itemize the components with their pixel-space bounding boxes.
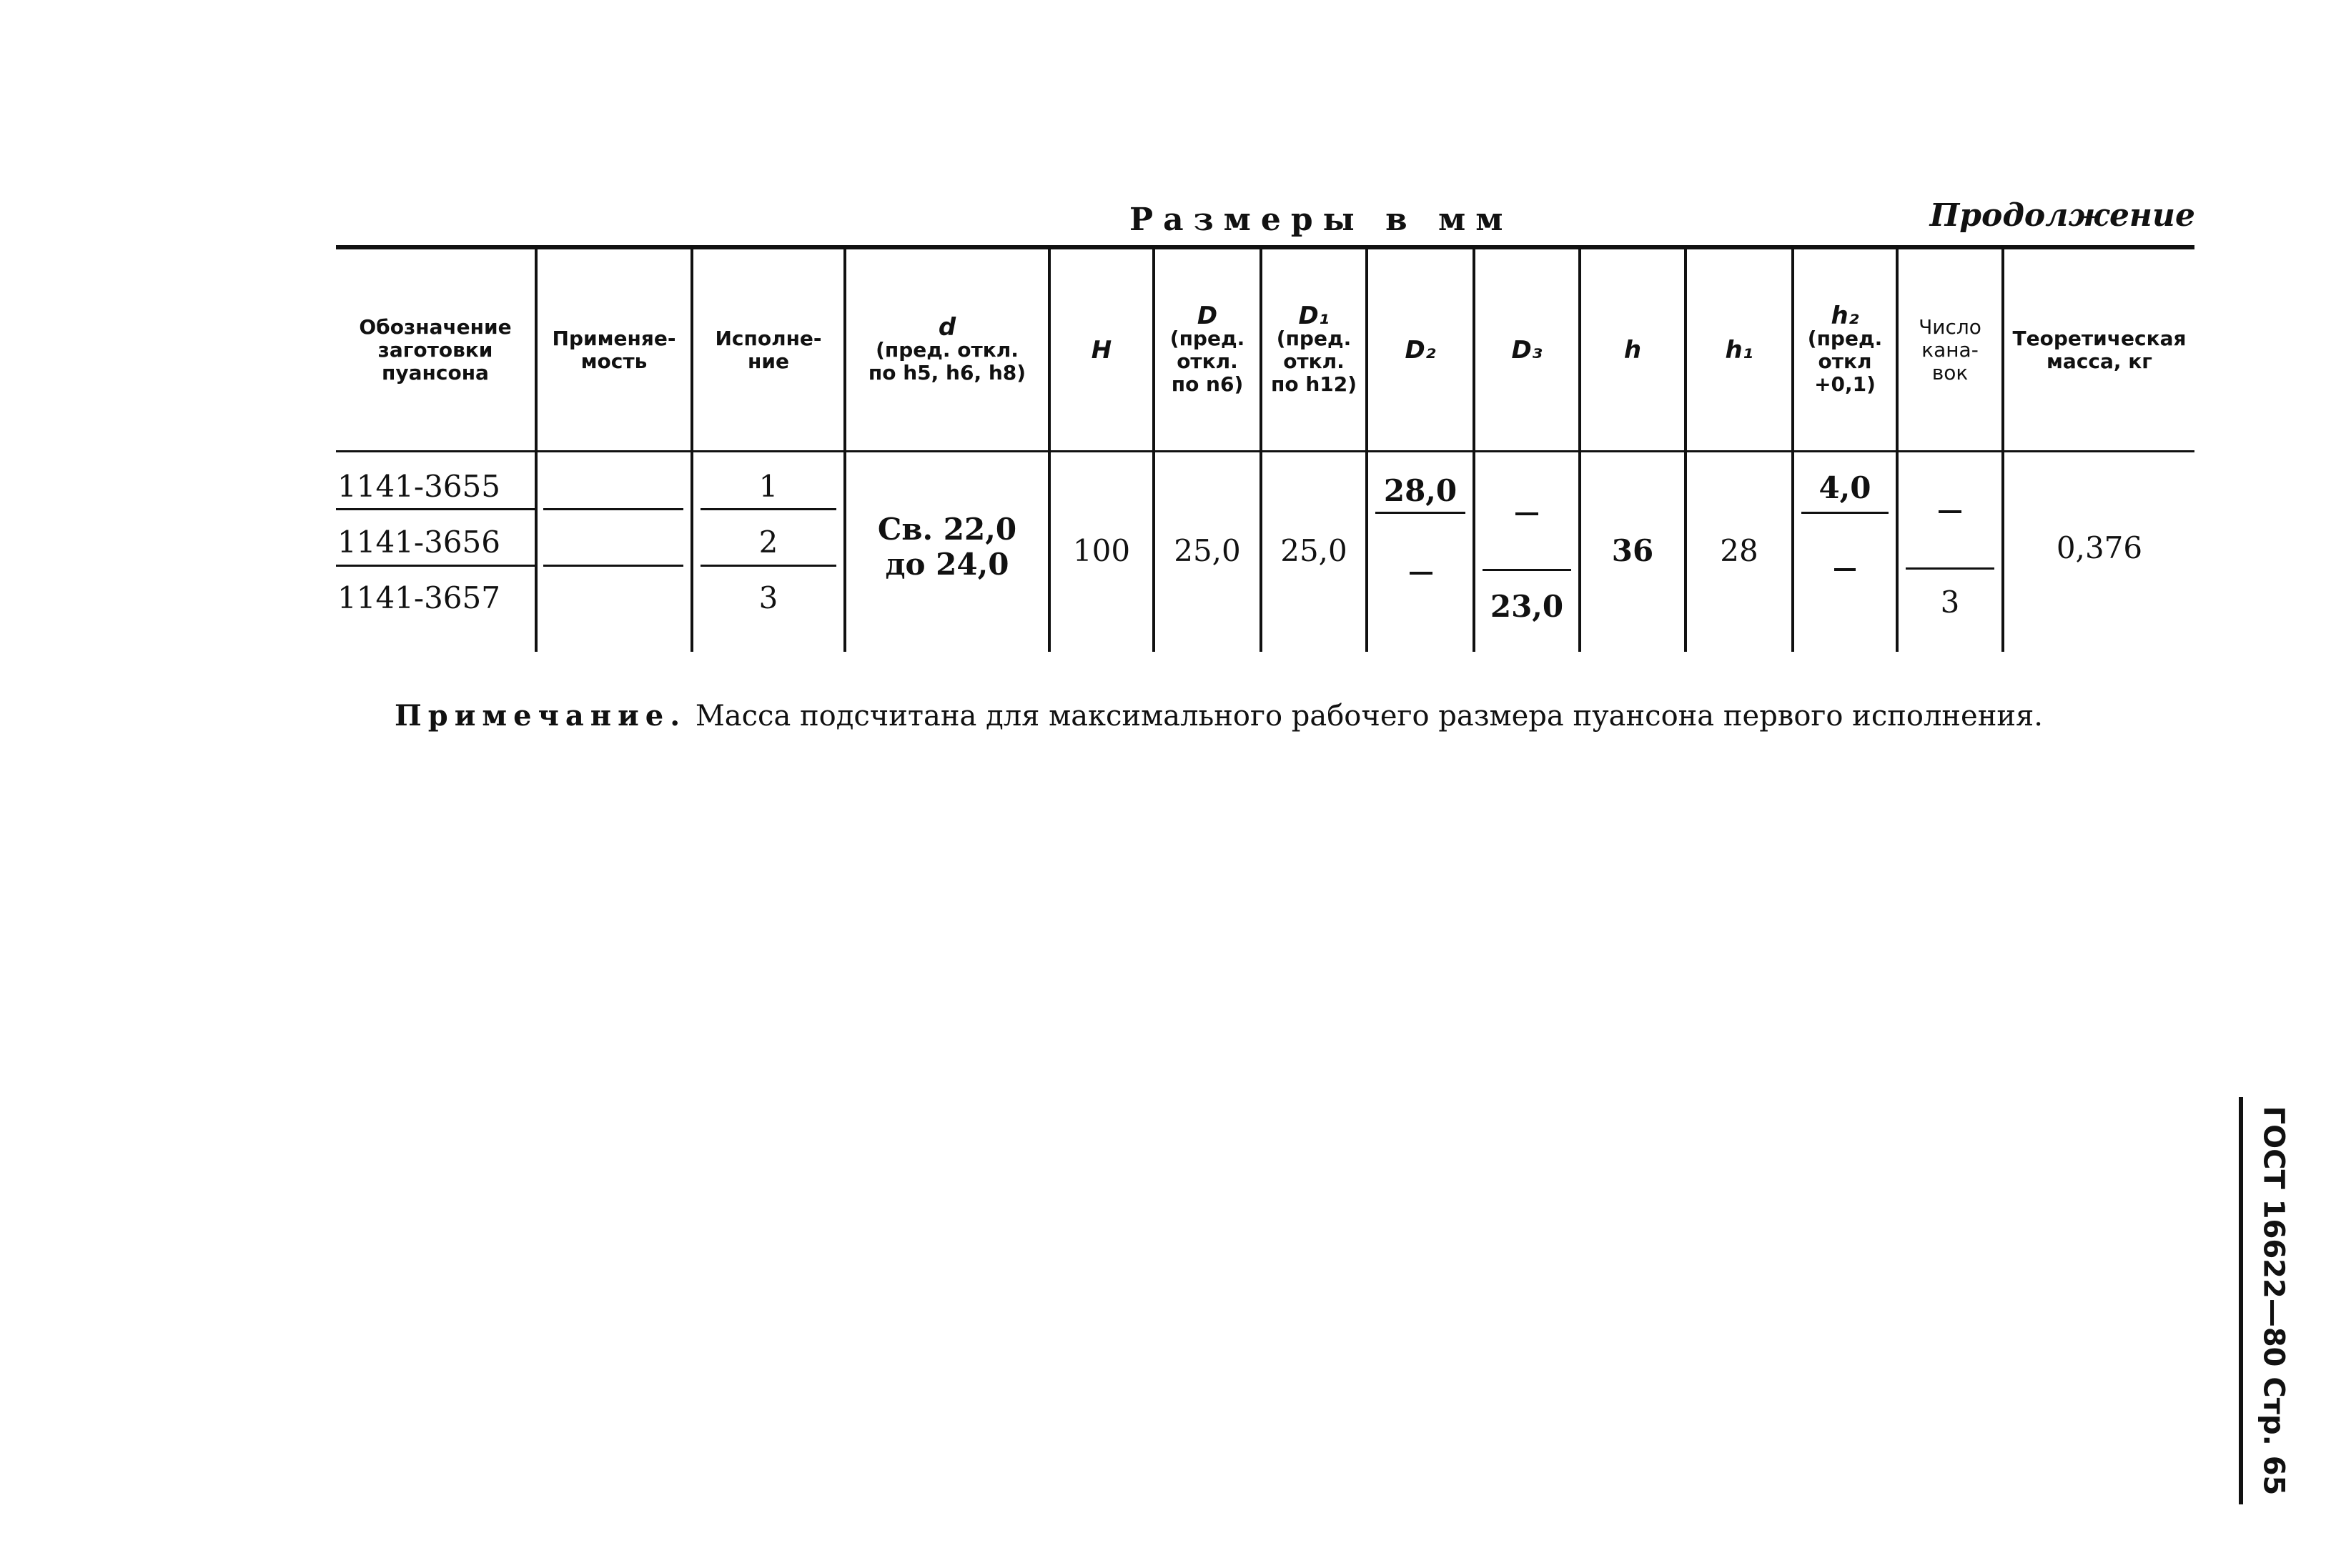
d-range: [846, 500, 1048, 593]
header-D1: [1262, 250, 1365, 450]
D1-value: 25,0: [1280, 532, 1347, 568]
header-H: [1051, 250, 1152, 450]
units-caption: Размеры в мм: [1129, 202, 1513, 238]
header-h1: [1687, 250, 1791, 450]
header-line: +0,1): [1814, 372, 1876, 396]
header-D3: [1475, 250, 1578, 450]
header-line: (пред. откл.: [876, 338, 1019, 362]
header-symbol: d: [938, 313, 956, 342]
row-separator: [1483, 569, 1571, 571]
row-separator: [543, 508, 683, 510]
h2-value-row1: 4,0: [1818, 470, 1871, 505]
page-label: [2245, 1104, 2302, 1497]
header-version: [693, 250, 843, 450]
header-symbol: D₃: [1511, 336, 1543, 364]
row-separator: [543, 565, 683, 567]
header-line: (пред.: [1276, 327, 1352, 350]
header-line: вок: [1931, 361, 1969, 384]
header-line: Теоретическая: [2012, 327, 2187, 350]
header-grooves: [1899, 250, 2001, 450]
table-top-rule: [336, 245, 2194, 249]
mass-value: 0,376: [2056, 530, 2143, 565]
grooves-dash: [1939, 510, 1961, 513]
header-designation: [336, 250, 535, 450]
header-bottom-rule: [336, 450, 2194, 452]
h1-value: 28: [1720, 532, 1758, 568]
header-symbol: h₂: [1831, 302, 1859, 330]
page-label-text: ГОСТ 16622—80 Стр. 65: [2257, 1106, 2290, 1496]
header-line: (пред.: [1807, 327, 1883, 350]
D-value: 25,0: [1174, 532, 1241, 568]
header-line: Обозначение: [359, 315, 512, 339]
continuation-caption: Продолжение: [1929, 197, 2195, 234]
header-line: (пред.: [1169, 327, 1245, 350]
header-line: по h5, h6, h8): [868, 361, 1026, 384]
d-range-from: Св. 22,0: [877, 512, 1017, 547]
h2-dash: [1834, 568, 1856, 571]
header-line: Применяе-: [552, 327, 676, 350]
header-h: [1581, 250, 1684, 450]
D2-value-row1: 28,0: [1383, 472, 1458, 508]
header-symbol: D: [1197, 302, 1218, 330]
d-range-to: до 24,0: [885, 547, 1009, 582]
header-line: заготовки: [377, 338, 493, 362]
header-D: [1155, 250, 1259, 450]
note-text: Масса подсчитана для максимального рабочего размера пуансона первого исполнения.: [695, 700, 2043, 733]
h-value: 36: [1611, 532, 1654, 568]
header-symbol: H: [1091, 336, 1112, 364]
row-separator: [1801, 512, 1889, 514]
header-line: мость: [580, 349, 648, 373]
table-note: [395, 699, 2043, 733]
header-h2: [1794, 250, 1896, 450]
header-symbol: D₂: [1405, 336, 1436, 364]
note-label: Примечание.: [395, 699, 687, 733]
header-symbol: D₁: [1298, 302, 1330, 330]
version-row1: 1: [758, 468, 778, 504]
D3-value-row3: 23,0: [1490, 588, 1564, 624]
header-line: по n6): [1171, 372, 1244, 396]
side-rule: [2239, 1097, 2243, 1504]
header-line: Исполне-: [715, 327, 822, 350]
D2-dash: [1410, 572, 1432, 575]
header-line: пуансона: [382, 361, 489, 384]
header-D2: [1368, 250, 1473, 450]
row-separator: [1375, 512, 1465, 514]
designation-row3: 1141-3657: [337, 580, 500, 615]
row-separator: [701, 508, 836, 510]
header-d: [846, 250, 1048, 450]
header-symbol: h: [1623, 336, 1642, 364]
header-line: откл.: [1283, 349, 1345, 373]
header-symbol: h₁: [1725, 336, 1753, 364]
header-line: кана-: [1921, 338, 1979, 362]
designation-row1: 1141-3655: [337, 468, 500, 504]
version-row3: 3: [758, 580, 778, 615]
grooves-value-row3: 3: [1940, 584, 1960, 620]
header-line: откл.: [1177, 349, 1238, 373]
header-line: ние: [748, 349, 789, 373]
version-row2: 2: [758, 524, 778, 560]
H-value: 100: [1072, 532, 1131, 568]
row-separator: [336, 565, 535, 567]
header-line: Число: [1919, 315, 1981, 339]
header-mass: [2004, 250, 2194, 450]
header-line: откл: [1818, 349, 1872, 373]
row-separator: [336, 508, 535, 510]
header-line: по h12): [1270, 372, 1357, 396]
designation-row2: 1141-3656: [337, 524, 500, 560]
D3-dash: [1515, 512, 1538, 515]
header-applicability: [538, 250, 691, 450]
header-line: масса, кг: [2047, 349, 2152, 373]
row-separator: [701, 565, 836, 567]
row-separator: [1906, 567, 1994, 570]
